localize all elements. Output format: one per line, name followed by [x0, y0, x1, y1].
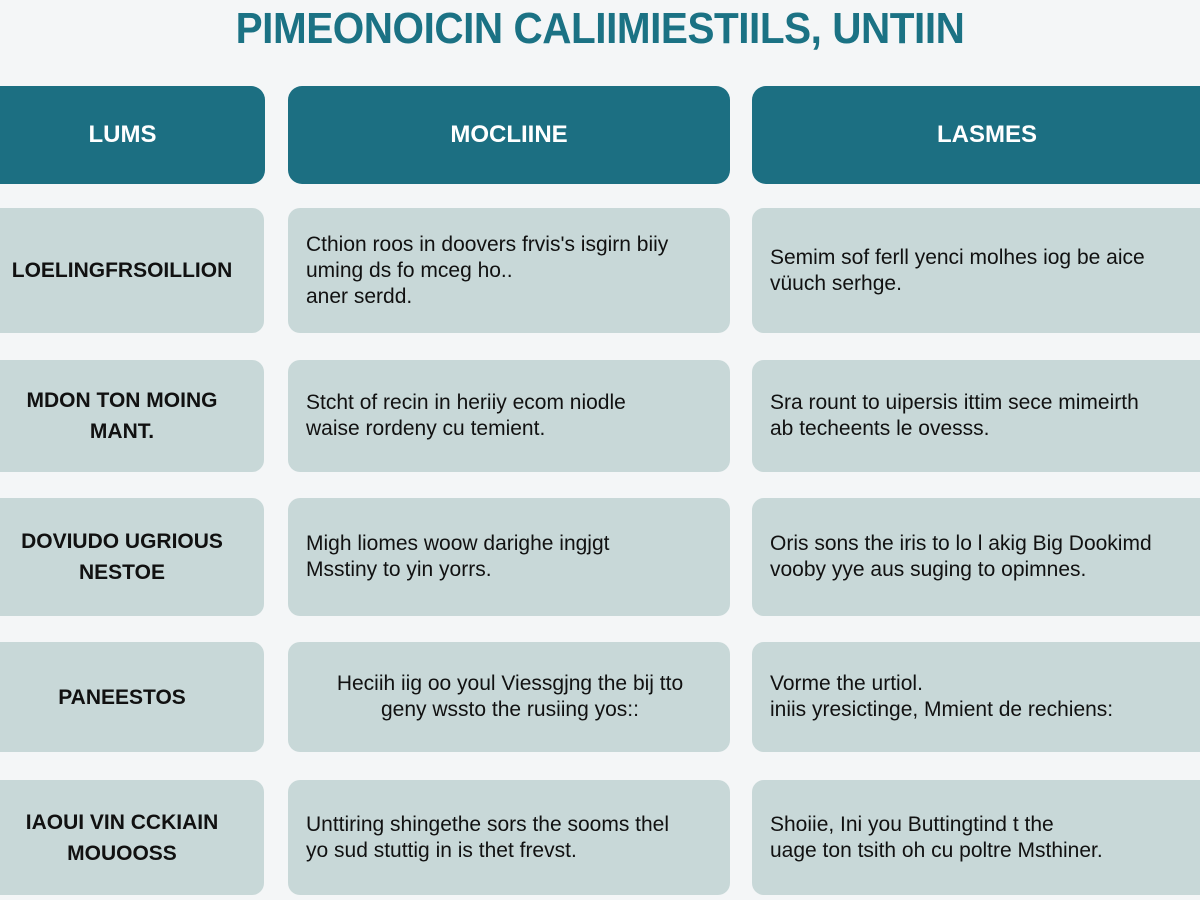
column-header-lasmes: LASMES — [752, 86, 1200, 184]
row-middle-cell: Heciih iig oo youl Viessgjng the bij tto geny wssto the rusiing yos:: — [288, 642, 730, 752]
row-right-cell: Sra rount to uipersis ittim sece mimeirth ab techeents le ovesss. — [752, 360, 1200, 472]
row-middle-cell: Cthion roos in doovers frvis's isgirn biiy uming ds fo mceg ho.. aner serdd. — [288, 208, 730, 333]
row-right-cell: Shoiie, Ini you Buttingtind t the uage ton tsith oh cu poltre Msthiner. — [752, 780, 1200, 895]
row-middle-cell: Migh liomes woow darighe ingjgt Msstiny to yin yorrs. — [288, 498, 730, 616]
row-right-cell: Oris sons the iris to lo l akig Big Dookimd vooby yye aus suging to opimnes. — [752, 498, 1200, 616]
row-right-cell: Vorme the urtiol. iniis yresictinge, Mmient de rechiens: — [752, 642, 1200, 752]
row-middle-cell: Unttiring shingethe sors the sooms thel yo sud stuttig in is thet frevst. — [288, 780, 730, 895]
row-label: PANEESTOS — [0, 642, 264, 752]
row-label: LOELINGFRSOILLION — [0, 208, 264, 333]
row-label: MDON TON MOING MANT. — [0, 360, 264, 472]
row-label: DOVIUDO UGRIOUS NESTOE — [0, 498, 264, 616]
row-middle-cell: Stcht of recin in heriiy ecom niodle waise rordeny cu temient. — [288, 360, 730, 472]
row-label: IAOUI VIN CCKIAIN MOUOOSS — [0, 780, 264, 895]
column-header-lums: LUMS — [0, 86, 265, 184]
page-title: PIMEONOICIN CALIIMIESTIILS, UNTIIN — [235, 4, 965, 53]
row-right-cell: Semim sof ferll yenci molhes iog be aice vüuch serhge. — [752, 208, 1200, 333]
column-header-mocline: MOCLIINE — [288, 86, 730, 184]
